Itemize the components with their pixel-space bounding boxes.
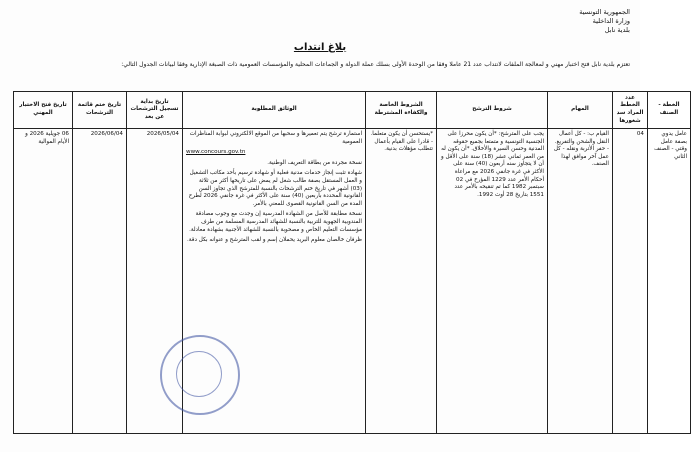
letterhead-line: وزارة الداخلية — [592, 17, 630, 25]
table-header-row — [14, 92, 691, 129]
official-stamp-inner — [176, 351, 222, 397]
letterhead-line: بلدية نابل — [604, 26, 630, 34]
document-item: ظرفان خالصان معلوم البريد يحملان إسم و لقب المترشح و عنوانه بكل دقة. — [187, 237, 362, 244]
special-conditions-cell: *يستحسن أن يكون متعلما. - قادرا على القيام بأعمال تتطلب مؤهلات بدنية. — [366, 129, 437, 434]
position-cell: عامل يدوي بصفة عامل وقتي - الصنف الثاني — [648, 129, 691, 434]
column-header: الشروط الخاصة والكفاءة المشترطة — [366, 92, 437, 129]
column-header: تاريخ فتح الاختبار المهني — [14, 92, 73, 129]
official-stamp — [160, 335, 240, 415]
document-item: استمارة ترشح يتم تعميرها و سحبها من الموقع الالكتروني لبوابة المناظرات العمومية — [189, 131, 362, 145]
start-date-cell: 2026/05/04 — [127, 129, 183, 434]
tasks-cell: القيام ب: - كل أعمال النقل والشحن والتفريغ. - حفر الأتربة ونقله - كل عمل آخر موافق لهذا الصنف. — [548, 129, 613, 434]
conditions-cell: يجب على المترشح: *أن يكون محرزا على الجنسية التونسية و متمتعا بجميع حقوقه المدنية وحسن السيرة والأخلاق. *أن يكون له من العمر ثماني عشر (18) سنة على الأقل و أن لا يتجاوز سنه أربعون (40) سنة على الأكثر في غرة جانفي 2026 مع مراعاة أحكام الأمر عدد 1229 المؤرخ في 02 سبتمبر 1982 كما تم تنقيحه بالأمر عدد 1551 بتاريخ 28 أوت 1992. — [437, 129, 548, 434]
recruitment-table — [13, 91, 691, 434]
letterhead-line: الجمهورية التونسية — [579, 8, 630, 16]
concours-link[interactable]: www.concours.gov.tn — [186, 149, 246, 156]
column-header: تاريخ بداية تسجيل الترشحات عن بعد — [127, 92, 183, 129]
column-header: شروط الترشح — [437, 92, 548, 129]
end-date-cell: 2026/06/04 — [73, 129, 127, 434]
intro-paragraph: تعتزم بلدية نابل فتح اختبار مهني و لمعالجة الملفات لانتداب عدد 21 عاملا وفقا من الوحدة الأولى بسلك عملة الدولة و الجماعات المحلية والمؤسسات العمومية ذات الصبغة الإدارية وفقا لبيانات الجدول التالي: — [121, 61, 630, 68]
column-header: عدد الخطط المراد سد شغورها — [613, 92, 648, 129]
document-item: نسخة مطابقة للأصل من الشهادة المدرسية إن وجدت مع وجوب مصادقة المندوبية الجهوية للتربية بالنسبة للشهائد المدرسية المسلمة من طرف مؤسسات التعليم الخاص و مصحوبة بالنسبة للشهائد الأجنبية بشهادة معادلة. — [189, 211, 362, 233]
column-header: الخطة - الصنف — [648, 92, 691, 129]
letterhead — [510, 8, 630, 35]
column-header: المهام — [548, 92, 613, 129]
exam-date-cell: 06 جويلية 2026 و الأيام الموالية — [14, 129, 73, 434]
count-cell: 04 — [613, 129, 648, 434]
document-item: نسخة مجردة من بطاقة التعريف الوطنية. — [267, 159, 362, 166]
page-title: بلاغ انتداب — [293, 42, 347, 53]
column-header: تاريخ ختم قائمة الترشحات — [73, 92, 127, 129]
column-header: الوثائق المطلوبة — [183, 92, 366, 129]
table-row — [14, 129, 691, 434]
document-item: شهادة تثبت إنجاز خدمات مدنية فعلية أو شهادة ترسيم بأحد مكاتب التشغيل و العمل المستقل بصفة طالب شغل لم يمض على تاريخها أكثر من ثلاثة (03) أشهر في تاريخ ختم الترشحات بالنسبة للمترشح الذي تجاوز السن القانونية المحددة بأربعين (40) سنة على الأكثر في غرة جانفي 2026 لطرح المدة من السن القانونية القصوى للمعني بالأمر. — [188, 170, 362, 207]
